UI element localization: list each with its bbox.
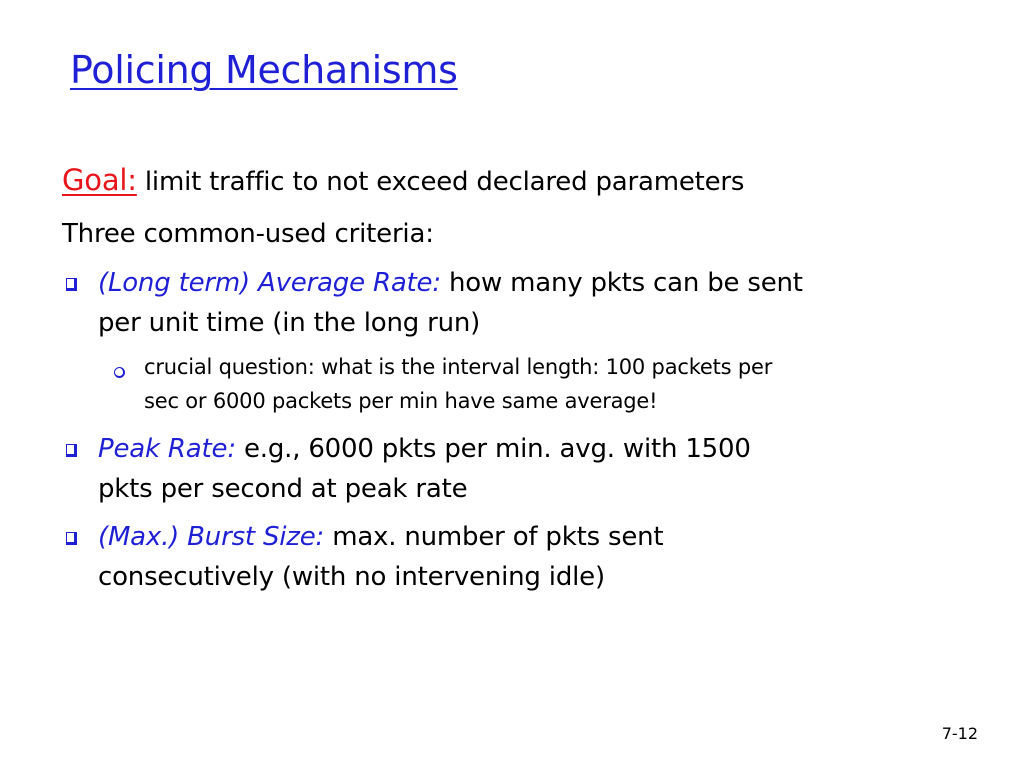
bullet-2-line-2: pkts per second at peak rate: [98, 474, 468, 504]
square-bullet-icon: [66, 532, 77, 545]
bullet-2-term: Peak Rate:: [98, 434, 236, 464]
square-bullet-icon: [66, 444, 77, 457]
square-bullet-icon: [66, 278, 77, 291]
bullet-3-line-1: [98, 517, 663, 557]
bullet-3-term: (Max.) Burst Size:: [98, 522, 325, 552]
bullet-1-line-2: per unit time (in the long run): [98, 308, 481, 338]
intro-text: Three common-used criteria:: [62, 219, 434, 249]
bullet-3-text: max. number of pkts sent: [332, 522, 664, 552]
goal-label: Goal:: [62, 163, 137, 197]
page-number: 7-12: [941, 724, 978, 743]
sub-bullet-line-1: crucial question: what is the interval length: 100 packets per: [144, 355, 773, 379]
bullet-3-line-2: consecutively (with no intervening idle): [98, 562, 605, 592]
sub-bullet-line-2: sec or 6000 packets per min have same average!: [144, 389, 658, 413]
bullet-1-text: how many pkts can be sent: [448, 268, 803, 298]
bullet-1-line-1: [98, 263, 803, 303]
bullet-2-text: e.g., 6000 pkts per min. avg. with 1500: [243, 434, 751, 464]
bullet-1-term: (Long term) Average Rate:: [98, 268, 441, 298]
goal-line: [62, 160, 744, 202]
slide-title: Policing Mechanisms: [70, 48, 458, 92]
bullet-2-line-1: [98, 429, 751, 469]
goal-text: limit traffic to not exceed declared parameters: [144, 167, 745, 197]
circle-bullet-icon: [114, 367, 125, 378]
